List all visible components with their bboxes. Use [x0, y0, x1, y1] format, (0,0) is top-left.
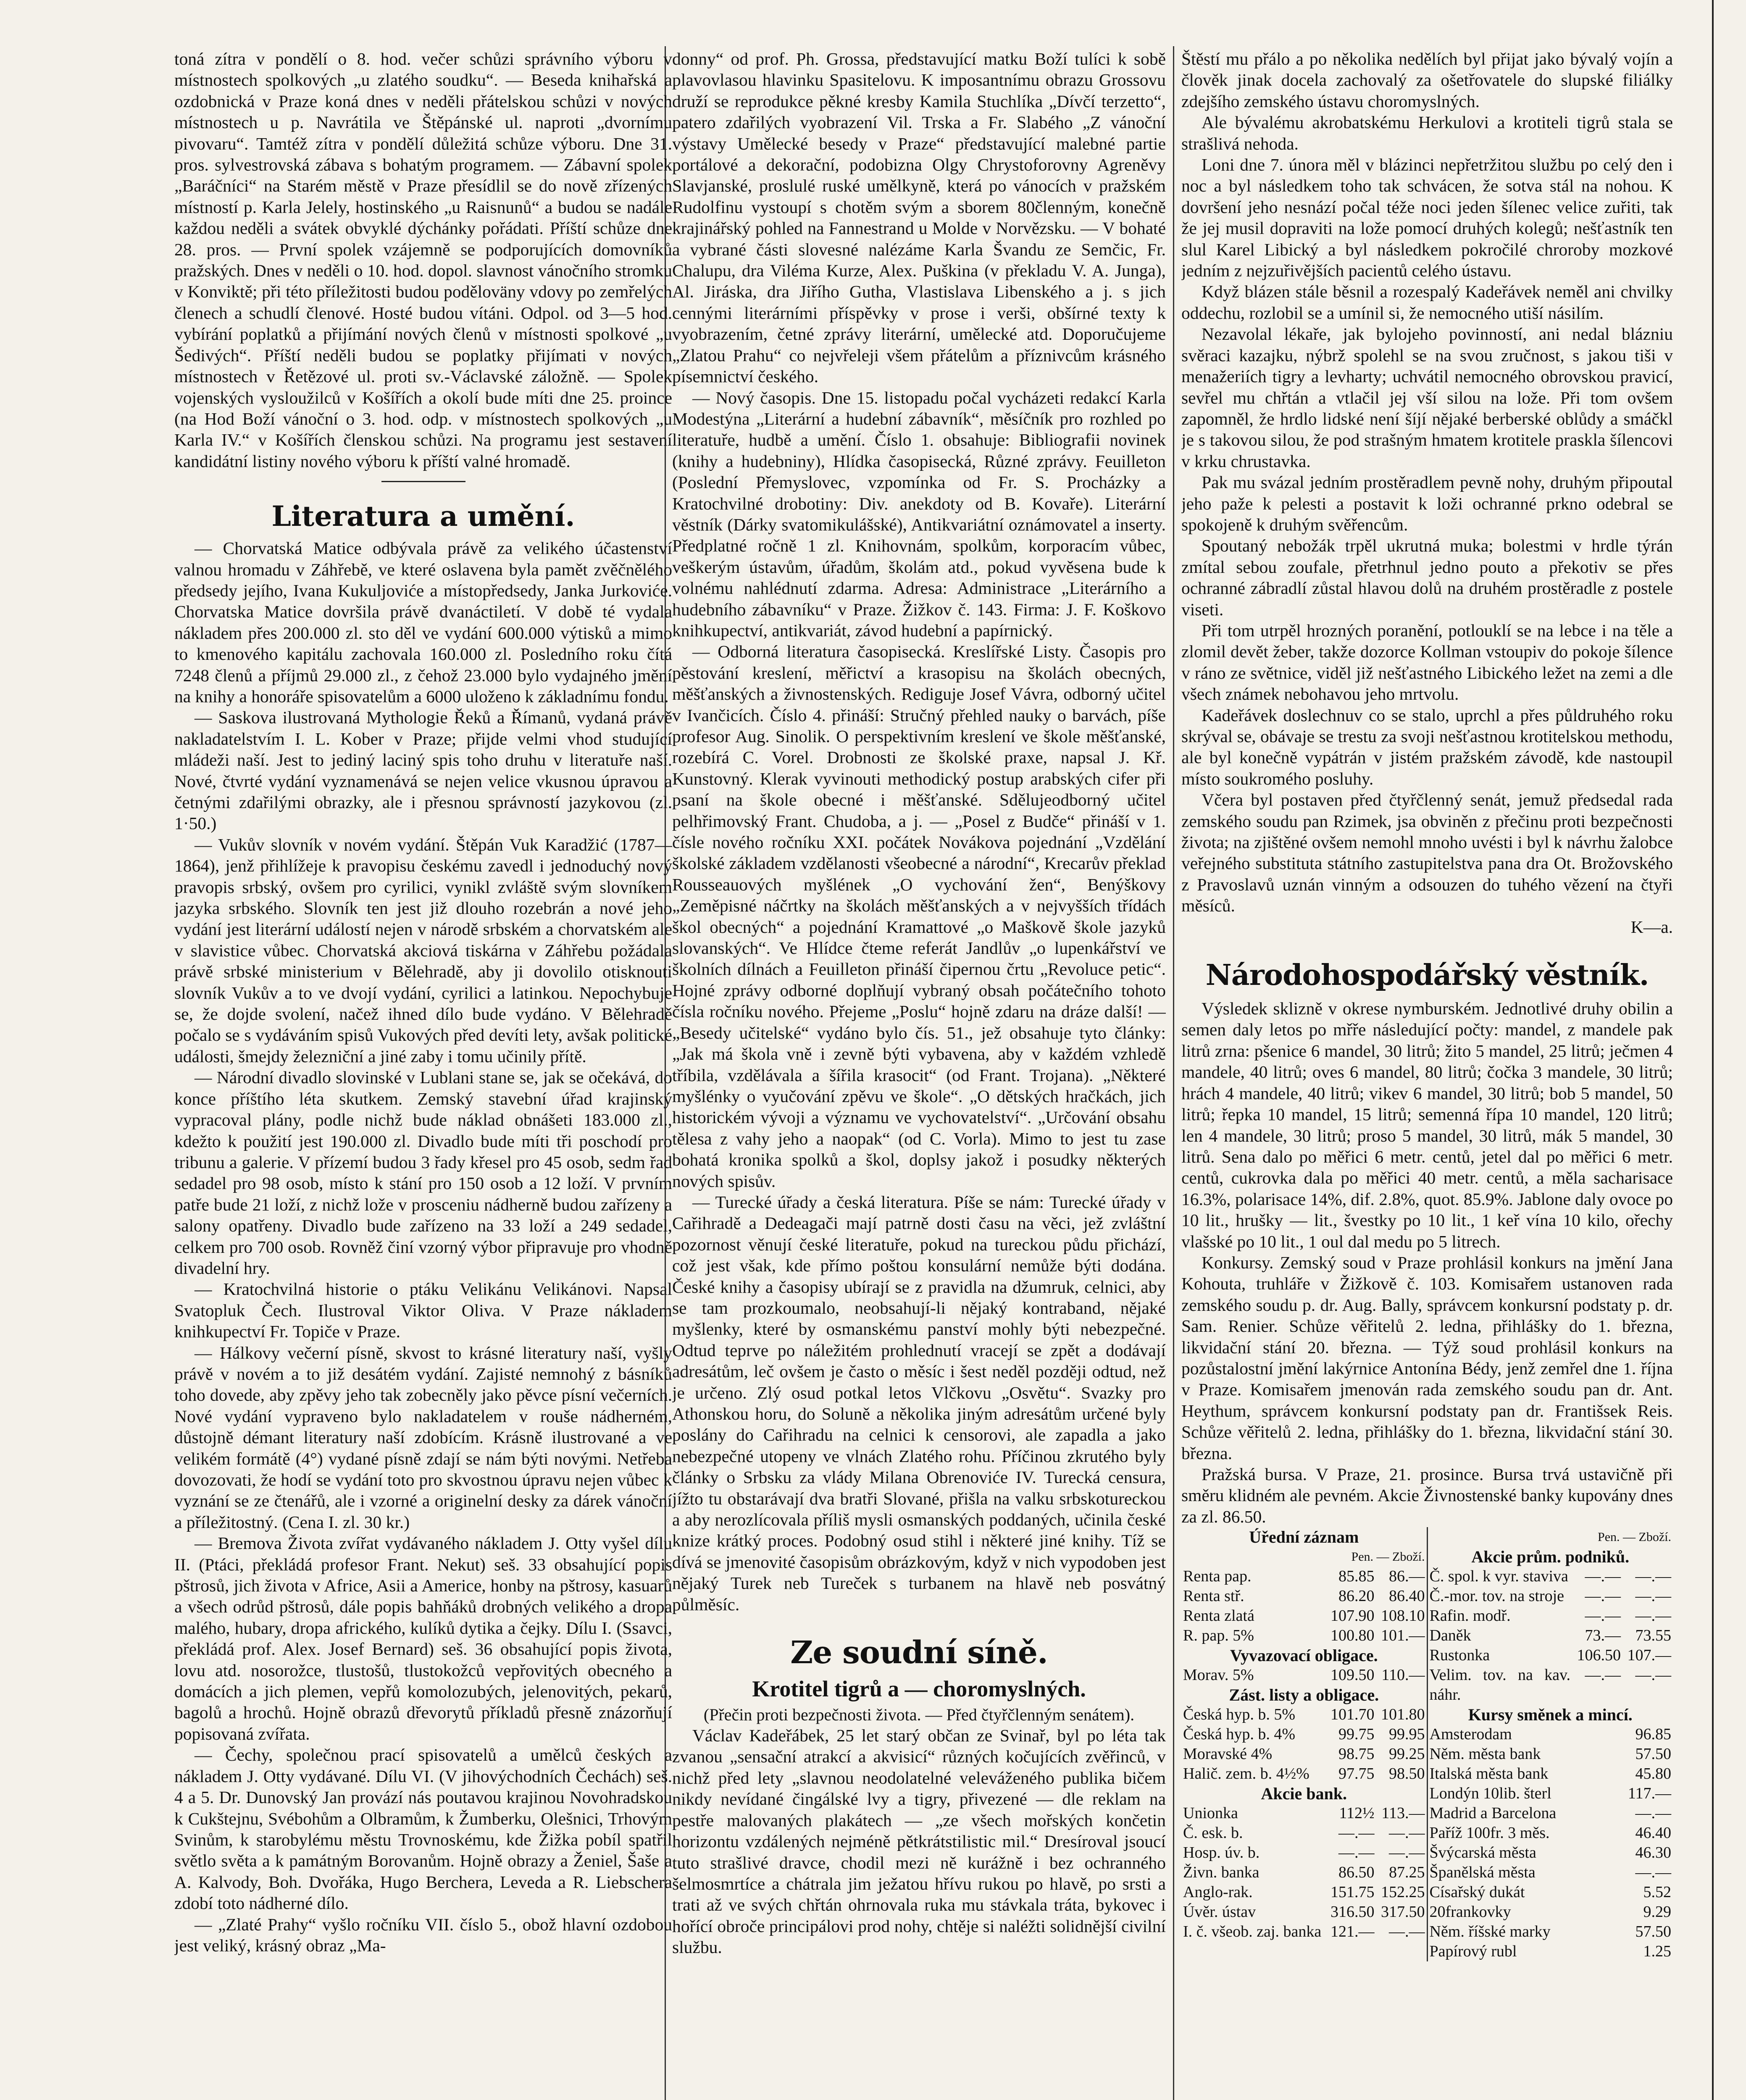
row-value: 121.—: [1331, 1923, 1375, 1941]
short-rule: [381, 481, 465, 482]
article-paragraph: Štěstí mu přálo a po několika nedělích byl přijat jako bývalý vojín a člověk jinak docela zachovalý za ošetřovatele do slupské filiálky zdejšího zemského ústavu choromyslných.: [1181, 49, 1673, 111]
table-row: [1430, 1922, 1672, 1942]
table-row: [1430, 1803, 1672, 1823]
article-paragraph: Ale bývalému akrobatskému Herkulovi a krotiteli tigrů stala se strašlivá nehoda.: [1181, 113, 1673, 153]
article-paragraph: — Národní divadlo slovinské v Lublani stane se, jak se očekává, do konce příštího léta skutkem. Zemský stavební úřad krajinský vypracoval plány, podle nichž bude náklad obnášeti 183.000 zl., kdežto k použití jest 190.000 zl. Divadlo bude míti tři poschodí pro tribunu a galerie. V přízemí budou 3 řady křesel pro 45 osob, sedm řad sedadel pro 98 osob, místo k stání pro 150 osob a 12 loží. V prvním patře bude 21 loží, z nichž lože v prosceniu nádherně budou zařízeny a salony opatřeny. Divadlo bude zařízeno na 33 loží a 249 sedadel, celkem pro 700 osob. Rovněž činí vzorný výbor připravuje pro vhodně divadelní hry.: [174, 1068, 672, 1278]
row-value: 45.80: [1635, 1765, 1671, 1783]
row-label: Londýn 10lib. šterl: [1429, 1785, 1551, 1803]
row-label: 20frankovky: [1429, 1903, 1511, 1921]
table-row: [1183, 1803, 1425, 1823]
table-row: [1430, 1823, 1672, 1843]
row-value: —.—: [1585, 1666, 1621, 1684]
article-paragraph: — Turecké úřady a česká literatura. Píše se nám: Turecké úřady v Cařihradě a Dedeagači mají patrně dosti času na věci, jež zvláštní pozornost věnují české literatuře, pokud na tureckou půdu přichází, což jest však, kde přímo poštou konsulární nemůže býti dodána. České knihy a časopisy ubírají se z pravidla na džumruk, celnici, aby se tam prozkoumalo, neobsahují-li nějaký kontraband, nějaké myšlenky, které by osmanskému panství mohly býti nebezpečné. Odtud teprve po náležitém prohlednutí vracejí se zpět a dodávají adresátům, leč ovšem je často o měsíc i šest neděl později odtud, než je určeno. Zlý osud potkal letos Vlčkovu „Osvětu“. Svazky pro Athonskou horu, do Soluně a několika jiným adresátům určené byly poslány do Cařihradu na celnici k censorovi, ale zapadla a jako nebezpečné utopeny ve vlnách Zlatého rohu. Příčinou zkrutého byly články o Srbsku za vlády Milana Obrenoviće IV. Turecká censura, jížto tu obstarávají dva bratři Slované, přišla na valku srbskotureckou a aby nerozlícovala příliš mysli osmanských poddaných, učinila české knize krátký proces. Podobný osud stihl i některé jiné knihy. Tíž se dívá se jmenovité časopisům obrázkovým, když v nich vypodoben jest nějaký Turek neb Tureček s turbanem na hlavě neb posvátný půlměsíc.: [672, 1192, 1166, 1614]
row-value: 86.—: [1389, 1567, 1425, 1586]
row-value: 96.85: [1635, 1725, 1671, 1743]
article-paragraph: — Vukův slovník v novém vydání. Štěpán Vuk Karadžić (1787—1864), jenž přihlížeje k pravopisu českému zavedl i jednoduchý nový pravopis srbský, ovšem pro cyrilici, vynikl zvláště svým slovníkem jazyka srbského. Slovník ten jest již dlouho rozebrán a nové jeho vydání jest literární událostí nejen v národě srbském a chorvatském ale v slavistice vůbec. Chorvatská akciová tiskárna v Záhřebu požádala právě srbské ministerium v Bělehradě, aby ji dovolilo otisknouti slovník Vukův a to ve dvojí vydání, cyrilici a latinkou. Nepochybuje se, že dojde svolení, načež ihned dílo bude vydáno. V Bělehradě počalo se s vydáváním spisů Vukových před devíti lety, avšak politické události, šmejdy železniční a jiné zaby i tomu učinily přítě.: [174, 835, 672, 1066]
article-paragraph: — Čechy, společnou prací spisovatelů a umělců českých a nákladem J. Otty vydávané. Dílu VI. (V jihovýchodních Čechách) seš. 4 a 5. Dr. Dunovský Jan provází nás poutavou krajinou Novohradskou k Cukštejnu, Svébohům a Olbramům, k Žumberku, Olešnici, Trhovým Svinům, k starobylému městu Trovnoskému, kde Žižka pobíl spatřil světlo světa a k památným Borovanům. Hojně obrazy a Ženiel, Šaše a A. Kalvody, Boh. Dvořáka, Hugo Berchera, Leveda a R. Liebschera zdobí toto nádherné dílo.: [174, 1745, 672, 1913]
row-label: Císařský dukát: [1429, 1883, 1525, 1901]
table-row: [1183, 1586, 1425, 1606]
row-value: 100.80: [1331, 1627, 1375, 1645]
row-value: 57.50: [1635, 1923, 1671, 1941]
row-label: Něm. města bank: [1429, 1745, 1541, 1763]
row-value: —.—: [1389, 1923, 1425, 1941]
article-paragraph: Kadeřávek doslechnuv co se stalo, uprchl a přes půldruhého roku skrýval se, obávaje se trestu za svoji nešťastnou krotitelskou methodu, ale byl konečně vypátrán v jistém pražském závodě, kde nastoupil místo soukromého posluhy.: [1181, 705, 1673, 788]
table-row: [1183, 1665, 1425, 1685]
article-paragraph: — Chorvatská Matice odbývala právě za velikého účastenství valnou hromadu v Záhřebě, ve které oslavena byla pamět zvěčnělého předsedy jejího, Ivana Kukuljoviće a místopředsedy, Janka Jurkoviće. Chorvatska Matice dovršila právě dvanáctiletí. V době té vydala nákladem přes 200.000 zl. sto děl ve vydání 600.000 výtisků a mimo to kmenového kapitálu zachovala 160.000 zl. Posledního roku čítá 7248 členů a příjmů 29.000 zl., z čehož 23.000 bylo vydajného jmění na knihy a honoráře spisovatelům a 6000 uloženo k základnímu fondu.: [174, 538, 672, 706]
table-row: [1430, 1744, 1672, 1764]
row-value: 46.30: [1635, 1844, 1671, 1862]
row-label: Česká hyp. b. 4%: [1183, 1725, 1296, 1743]
row-value: 107.90: [1331, 1607, 1375, 1625]
row-value: 99.95: [1389, 1725, 1425, 1743]
row-value: —.—: [1635, 1567, 1671, 1586]
row-label: Něm. říšské marky: [1429, 1923, 1551, 1941]
table-row: [1430, 1725, 1672, 1744]
row-label: Č. spol. k vyr. staviva: [1429, 1567, 1568, 1586]
column-heading: Pen. — Zboží.: [1598, 1530, 1671, 1544]
article-paragraph: — Odborná literatura časopisecká. Kreslířské Listy. Časopis pro pěstování kreslení, měřictví a krasopisu na školách obecných, měšťanských a živnostenských. Rediguje Josef Vávra, odborný učitel v Ivančicích. Číslo 4. přináší: Stručný přehled nauky o barvách, píše profesor Aug. Sinolik. O perspektivním kreslení ve škole měšťanské, rozebírá C. Vorel. Drobnosti ze školské praxe, napsal J. Kř. Kunstovný. Klerak vyvinouti methodický postup arabských cifer při psaní na škole obecné i měšťanské. Sdělujeodborný učitel pelhřimovský Frant. Chudoba, a j. — „Posel z Budče“ přináší v 1. čísle nového ročníku XXI. počátek Novákova pojednání „Vzdělání školské základem vzdělanosti všeobecné a národní“, Krecarův překlad Rousseauových myšlének „O vychování žen“, Benýškovy „Zeměpisné náčrtky na školách měšťanských a v nejvyšších třídách škol obecných“ a pojednání Kramattové „o Maškově škole jazyků slovanských“. Ve Hlídce čteme referát Jandlův „o lupenkářství ve školních dílnách a Feuilleton přináší čipernou črtu „Revoluce petic“. Hojné zprávy odborné doplňují vybraný obsah počátečního tohoto čísla ročníku nového. Přejeme „Poslu“ hojně zdaru na dráze další! — „Besedy učitelské“ vydáno bylo čís. 51., jež obsahuje tyto články: „Jak má škola vně i zevně býti vybavena, aby v každém vzhledě tříbila, vzdělávala a šířila krasocit“ (od Frant. Trojana). „Některé myšlénky o vyučování zpěvu ve škole“. „O dětských hračkách, jich historickém vývoji a významu ve vychovatelství“. „Určování obsahu tělesa z vahy jeho a naopak“ (od C. Vorla). Mimo to jest tu zase bohatá kronika spolků a škol, doplsy jakož i posudky některých nových spisův.: [672, 642, 1166, 1191]
table-row: [1183, 1705, 1425, 1725]
row-label: Daněk: [1429, 1627, 1471, 1645]
row-value: 110.—: [1381, 1666, 1425, 1684]
row-value: —.—: [1338, 1824, 1375, 1842]
column-1: [174, 48, 672, 2100]
row-value: 99.25: [1389, 1745, 1425, 1763]
author-signature: K—a.: [1630, 917, 1673, 937]
table-row: [1183, 1606, 1425, 1626]
row-value: 86.50: [1338, 1864, 1375, 1882]
row-value: 108.10: [1381, 1607, 1425, 1625]
row-value: 113.—: [1381, 1804, 1425, 1822]
row-label: Italská města bank: [1429, 1765, 1549, 1783]
row-value: —.—: [1338, 1844, 1375, 1862]
row-label: Č. esk. b.: [1183, 1824, 1243, 1842]
section-title-literature: Literatura a umění.: [271, 500, 575, 533]
row-label: Paříž 100fr. 3 měs.: [1429, 1824, 1550, 1842]
row-value: 101.70: [1331, 1706, 1375, 1724]
article-paragraph: Loni dne 7. února měl v blázinci nepřetržitou službu po celý den i noc a byl následkem toho tak schvácen, že sotva stál na nohou. K dovršení jeho nesnází počal téže noci jeden šílenec velice zuřiti, tak že jej musil dopraviti na lože pomocí druhých kolegů; nešťastník ten slul Karel Libický a byl následkem pokročilé chroroby mozkové jedním z nejzuřivějších pacientů celého ústavu.: [1181, 155, 1673, 281]
row-value: 97.75: [1338, 1765, 1375, 1783]
row-label: Švýcarská města: [1429, 1844, 1536, 1862]
row-value: 317.50: [1381, 1903, 1425, 1921]
row-value: 73.—: [1585, 1627, 1621, 1645]
row-value: —.—: [1389, 1824, 1425, 1842]
row-value: —.—: [1635, 1607, 1671, 1625]
table-row: [1183, 1882, 1425, 1902]
page-edge: [1712, 0, 1714, 2100]
table-heading: Zást. listy a obligace.: [1229, 1685, 1379, 1705]
row-label: Papírový rubl: [1429, 1942, 1517, 1961]
section-title-economy: Národohospodářský věstník.: [1205, 958, 1649, 992]
table-row: [1430, 1863, 1672, 1882]
column-3: [1181, 48, 1673, 2100]
row-label: Česká hyp. b. 5%: [1183, 1706, 1296, 1724]
row-value: —.—: [1635, 1666, 1671, 1684]
row-value: 99.75: [1338, 1725, 1375, 1743]
table-row: [1430, 1606, 1672, 1626]
row-value: —.—: [1635, 1864, 1671, 1882]
row-value: 117.—: [1628, 1785, 1671, 1803]
row-label: Morav. 5%: [1183, 1666, 1254, 1684]
row-value: 9.29: [1643, 1903, 1671, 1921]
table-row: [1183, 1823, 1425, 1843]
table-row: [1183, 1843, 1425, 1863]
article-paragraph: — Hálkovy večerní písně, skvost to krásné literatury naší, vyšly právě v novém a to již desátém vydání. Zajisté nemnohý z básníků toho dovede, aby zpěvy jeho tak zobecněly jako pěvce písní večerních. Nové vydání vypraveno bylo nakladatelem v rouše nádherném, důstojně démant literatury naší zdobícím. Krásně ilustrované a ve velikém formátě (4°) vydané písně zdají se nám býti novými. Netřeba dovozovati, že hodí se vydání toto pro skvostnou úpravu nejen vůbec k vyznání se ze čtenářů, ale i vzorné a originelní desky za dárek vánoční a příležitostný. (Cena I. zl. 30 kr.): [174, 1343, 672, 1532]
row-label: Renta zlatá: [1183, 1607, 1254, 1625]
row-value: 316.50: [1331, 1903, 1375, 1921]
row-group: [1183, 1567, 1425, 1646]
article-paragraph: Spoutaný nebožák trpěl ukrutná muka; bolestmi v hrdle týrán zmítal sebou zoufale, přetrhnul jedno pouto a překotiv se přes ochranné zábradlí zůstal hlavou dolů na druhém prostěradle z postele viseti.: [1181, 536, 1673, 619]
row-value: 86.40: [1389, 1587, 1425, 1605]
row-group: [1183, 1803, 1425, 1942]
row-label: Renta stř.: [1183, 1587, 1244, 1605]
court-subheading: Krotitel tigrů a — choromyslných.: [752, 1676, 1086, 1702]
row-value: —.—: [1585, 1607, 1621, 1625]
section-title-court: Ze soudní síně.: [790, 1635, 1048, 1671]
club-news: toná zítra v pondělí o 8. hod. večer schůzi správního výboru v místnostech spolkových „u zlatého soudku“. — Beseda knihařská a ozdobnická v Praze koná dnes v neděli přátelskou schůzi v nových místnostech u p. Navrátila ve Štěpánské ul. naproti „dvornímu pivovaru“. Tamtéž zítra v pondělí důležitá schůze výboru. Dne 31. pros. sylvestrovská zábava s bohatým programem. — Zábavní spolek „Baráčníci“ na Starém městě v Praze přesídlil se do nově zřízených místností p. Karla Jelely, hostinského „u Raisnunů“ a budou se nadále každou neděli a svátek obvyklé dýchánky pořádati. Příští schůze dne 28. pros. — První spolek vzájemně se podporujících domovníků pražských. Dnes v neděli o 10. hod. dopol. slavnost vánočního stromku v Konviktě; při této příležitosti budou poděloväny vdovy po zemřelých členech a schudlí členové. Hosté budou vítáni. Odpol. od 3—5 hod. vybírání poplatků a přijímání nových členů v místnosti spolkové „u Šedivých“. Příští neděli budou se poplatky přijímati v nových místnostech v Řetězové ul. proti sv.-Václavské záložně. — Spolek vojenských vysloužilců v Košířích a okolí bude míti dne 25. proince (na Hod Boží vánoční o 3. hod. odp. v místnostech spolkových „u Karla IV.“ v Košířích členskou schůzi. Na programu jest sestavení kandidátní listiny nového výboru k příští valné hromadě.: [174, 49, 672, 471]
article-paragraph: donny“ od prof. Ph. Grossa, představující matku Boží tulíci k sobě plavovlasou hlavinku Spasitelovu. K imposantnímu obrazu Grossovu druží se reprodukce pěkné kresby Kamila Stuchlíka „Dívčí terzetto“, patero zdařilých vyobrazení Vil. Trska a Fr. Slabého „Z vánoční výstavy Umělecké besedy v Praze“ představující malebné partie portálové a dekorační, podobizna Olgy Chrystoforovny Agreněvy Slavjanské, proslulé ruské umělkyně, která po vánocích v pražském Rudolfinu vystoupí s chotěm svým a sborem 80členným, konečně krajinářský pohled na Fannestrand u Molde v Norvězsku. — V bohaté a vybrané části slovesné nalézáme Karla Švandu ze Semčic, Fr. Chalupu, dra Viléma Kurze, Alex. Puškina (v překladu V. A. Junga), Al. Jiráska, dra Jiřího Gutha, Vlastislava Libenského a j. s jich cennými literárními příspěvky v prose i verši, obšírné texty k vyobrazením, četné zprávy literární, umělecké atd. Doporučujeme „Zlatou Prahu“ co nejvřeleji všem přátelům a příznivcům krásného písemnictví českého.: [672, 49, 1166, 386]
row-value: 57.50: [1635, 1745, 1671, 1763]
table-heading: Akcie bank.: [1261, 1784, 1347, 1803]
row-label: Rafin. modř.: [1429, 1607, 1511, 1625]
table-heading: Akcie prům. podniků.: [1471, 1547, 1630, 1567]
row-label: Č.-mor. tov. na stroje: [1429, 1587, 1564, 1605]
table-row: [1430, 1882, 1672, 1902]
table-row: [1183, 1863, 1425, 1882]
article-paragraph: Při tom utrpěl hrozných poranění, potlouklí se na lebce i na těle a zlomil devět žeber, takže dozorce Kollman vstoupiv do pokoje šílence v ráno ze světnice, viděl již nešťastného Libického ležet na zemi a dle všech známek nebohavou jeho mrtvolu.: [1181, 620, 1673, 704]
row-label: Renta pap.: [1183, 1567, 1252, 1586]
row-value: —.—: [1635, 1587, 1671, 1605]
article-paragraph: Výsledek sklizně v okrese nymburském. Jednotlivé druhy obilin a semen daly letos po mřře následující počty: mandel, z mandele pak litrů zrna: pšenice 6 mandel, 30 litrů; žito 5 mandel, 25 litrů; ječmen 4 mandele, 40 litrů; oves 6 mandel, 80 litrů; čočka 3 mandele, 30 litrů; hrách 4 mandele, 40 litrů; vikev 6 mandel, 30 litrů; bob 5 mandel, 50 litrů; řepka 10 mandel, 15 litrů; semenná řípa 10 mandel, 120 litrů; len 4 mandele, 30 litrů; proso 5 mandel, 30 litrů, mák 5 mandel, 30 litrů. Sena dalo po měřici 6 metr. centů, jetel dal po měřici 6 metr. centů, cukrovka dala po měřici 40 metr. centů, a měla sacharisace 16.3%, polarisace 14%, dif. 2.8%, quot. 85.9%. Jablone daly ovoce po 10 lit., hrušky — lit., švestky po 10 lit., 1 keř vína 10 kilo, ořechy vlašské po 10 lit., 1 oul dal medu po 5 litrech.: [1181, 999, 1673, 1251]
row-value: 86.20: [1338, 1587, 1375, 1605]
row-value: 107.—: [1627, 1646, 1671, 1664]
row-group: [1183, 1665, 1425, 1685]
table-row: [1430, 1942, 1672, 1961]
row-label: Moravské 4%: [1183, 1745, 1273, 1763]
table-row: [1430, 1665, 1672, 1705]
row-label: R. pap. 5%: [1183, 1627, 1254, 1645]
row-value: 98.75: [1338, 1745, 1375, 1763]
row-label: Unionka: [1183, 1804, 1238, 1822]
table-row: [1183, 1725, 1425, 1744]
column-divider: [1173, 46, 1174, 2100]
article-paragraph: Když blázen stále běsnil a rozespalý Kadeřávek neměl ani chvilky oddechu, rozlobil se a umínil si, že nemocného utiší násilím.: [1181, 282, 1673, 323]
row-label: Halič. zem. b. 4½%: [1183, 1765, 1310, 1783]
table-row: [1183, 1567, 1425, 1586]
row-group: [1430, 1725, 1672, 1961]
article-paragraph: — Nový časopis. Dne 15. listopadu počal vycházeti redakcí Karla Modestýna „Literární a hudební zábavník“, měsíčník pro rozhled po literatuře, hudbě a umění. Číslo 1. obsahuje: Bibliografii novinek (knihy a hudebniny), Hlídka časopisecká, Různé zprávy. Feuilleton (Poslední Přemyslovec, vzpomínka od Fr. S. Procházky a Kratochvilné drobotiny: Div. anekdoty od B. Kovaře). Literární věstník (Dárky svatomikulášské), Antikvariátní oznámovatel a inserty. Předplatné ročně 1 zl. Knihovnám, spolkům, korporacím vůbec, veškerým ústavům, úřadům, školám atd., pokud vyvěsena bude k volnému nahlédnutí zdarma. Adresa: Administrace „Literárního a hudebního zábavníku“ v Praze. Žižkov č. 143. Firma: J. F. Koškovo knihkupectví, antikvariát, závod hudební a papírnický.: [672, 388, 1166, 640]
court-note: (Přečin proti bezpečnosti života. — Před čtyřčlenným senátem).: [703, 1705, 1135, 1725]
article-paragraph: — „Zlaté Prahy“ vyšlo ročníku VII. číslo 5., obož hlavní ozdobou jest veliký, krásný obraz „Ma-: [174, 1914, 672, 1955]
row-value: 46.40: [1635, 1824, 1671, 1842]
row-value: 73.55: [1635, 1627, 1671, 1645]
row-value: 101.—: [1381, 1627, 1425, 1645]
row-value: —.—: [1635, 1804, 1671, 1822]
stock-exchange-table: [1181, 1527, 1673, 1961]
table-row: [1430, 1764, 1672, 1784]
article-paragraph: — Kratochvilná historie o ptáku Velikánu Velikánovi. Napsal Svatopluk Čech. Ilustroval Viktor Oliva. V Praze nákladem knihkupectví Fr. Topiče v Praze.: [174, 1279, 672, 1341]
row-group: [1430, 1567, 1672, 1705]
row-value: —.—: [1585, 1567, 1621, 1586]
table-row: [1183, 1626, 1425, 1646]
row-label: Španělská města: [1429, 1864, 1536, 1882]
column-2: [672, 48, 1166, 2100]
row-value: 98.50: [1389, 1765, 1425, 1783]
table-row: [1430, 1567, 1672, 1586]
row-group: [1183, 1705, 1425, 1784]
row-label: Anglo-rak.: [1183, 1883, 1253, 1901]
article-paragraph: Konkursy. Zemský soud v Praze prohlásil konkurs na jmění Jana Kohouta, truhláře v Žižkově č. 103. Komisařem ustanoven rada zemského soudu p. dr. Aug. Bally, správcem konkursní podstaty p. dr. Sam. Renier. Schůze věřitelů 2. ledna, přihlášky do 1. března, likvidační stání 20. března. — Týž soud prohlásil konkurs na pozůstalostní jmění lakýrnice Antonína Bédy, jenž zemřel dne 1. října v Praze. Komisařem jmenován rada zemského soudu pan dr. Ant. Heythum, správcem konkursní podstaty pan dr. Františsek Reis. Schůze věřitelů 2. ledna, přihlášky do 1. března, likvidační stání 30. března.: [1181, 1252, 1673, 1463]
column-heading: Pen. — Zboží.: [1351, 1550, 1425, 1564]
table-row: [1430, 1784, 1672, 1803]
table-heading: Kursy směnek a mincí.: [1468, 1705, 1633, 1725]
row-value: 101.80: [1381, 1706, 1425, 1724]
row-value: 109.50: [1331, 1666, 1375, 1684]
row-value: 151.75: [1331, 1883, 1375, 1901]
table-row: [1183, 1902, 1425, 1922]
table-row: [1183, 1922, 1425, 1942]
table-row: [1430, 1646, 1672, 1665]
row-label: Rustonka: [1429, 1646, 1490, 1664]
table-row: [1430, 1902, 1672, 1922]
row-value: —.—: [1389, 1844, 1425, 1862]
table-heading: Úřední záznam: [1249, 1528, 1359, 1547]
table-row: [1430, 1843, 1672, 1863]
row-label: Hosp. úv. b.: [1183, 1844, 1260, 1862]
row-value: 5.52: [1643, 1883, 1671, 1901]
table-row: [1183, 1744, 1425, 1764]
row-label: Amsterodam: [1429, 1725, 1512, 1743]
row-value: 1.25: [1643, 1942, 1671, 1961]
article-paragraph: Nezavolal lékaře, jak bylojeho povinností, ani nedal blázniu svěraci kazajku, nýbrž spolehl se na svou zručnost, s jakou tiši v menažeriích tigry a levharty; uchvátil nemocného obrovskou pravicí, sevřel mu chřtán a vtlačil jej vší silou na lože. Při tom ovšem zapomněl, že hrdlo lidské není šíjí nějaké berberské oblůdy a smáčkl je s takovou silou, že pod strašným hmatem krotitele praskla šílencovi v krku chrustavka.: [1181, 324, 1673, 471]
row-label: Madrid a Barcelona: [1429, 1804, 1557, 1822]
row-value: 112½: [1339, 1804, 1375, 1822]
article-paragraph: — Bremova Života zvířat vydávaného nákladem J. Otty vyšel dílu II. (Ptáci, překládá profesor Frant. Nekut) seš. 33 obsahující popis pštrosů, jich života v Africe, Asii a Americe, honby na pštrosy, kasuarů a všech odrůd pštrosů, dále popis bahňáků drobných velikého a dropa malého, hubary, dropa afrického, kulíků dytika a čejky. Dílu I. (Ssavci, překládá prof. Alex. Josef Bernard) seš. 36 obsahující popis života, lovu atd. nosorožce, tlustošů, tlustokožců vepřovitých obecného a domácích a jich plemen, vepřů komolozubých, jelenovitých, pekarů, bagolů a hrochů. Hojně obrazů dřevorytů příkladů přesně znázorňují popisovaná zvířata.: [174, 1533, 672, 1743]
table-row: [1430, 1586, 1672, 1606]
row-label: Živn. banka: [1183, 1864, 1260, 1882]
row-value: —.—: [1585, 1587, 1621, 1605]
article-paragraph: Včera byl postaven před čtyřčlenný senát, jemuž předsedal rada zemského soudu pan Rzimek, jsa obviněn z přečinu proti bezpečnosti života; na zjištěné ovšem nemohl mnoho uvésti i byl k návrhu žalobce veřejného substituta státního zastupitelstva pana dra Ot. Brožovského z Pravoslavů uznán vinným a odsouzen do tuhého vězení na čtyři měsíců.: [1181, 790, 1673, 916]
row-value: 85.85: [1338, 1567, 1375, 1586]
article-paragraph: Pražská bursa. V Praze, 21. prosince. Bursa trvá ustavičně při směru klidném ale pevném. Akcie Živnostenské banky kupovány dnes za zl. 86.50.: [1181, 1465, 1673, 1526]
article-paragraph: Pak mu svázal jedním prostěradlem pevně nohy, druhým připoutal jeho paže k pelesti a postavit k loži ochranné prkno odebral se spokojeně k druhým svěřencům.: [1181, 472, 1673, 534]
row-label: Úvěr. ústav: [1183, 1903, 1256, 1921]
table-row: [1430, 1626, 1672, 1646]
row-value: 152.25: [1381, 1883, 1425, 1901]
table-row: [1183, 1764, 1425, 1784]
row-label: Velim. tov. na kav. náhr.: [1429, 1666, 1570, 1704]
article-paragraph: Václav Kadeřábek, 25 let starý občan ze Svinař, byl po léta tak zvanou „sensační atrakcí a akvisicí“ různých kočujících zvěřinců, v nichž před lety „slavnou neodolatelné veleváženého publika bičem nikdy nevídané čingálské lvy a tigry, přivezené — dle reklam na pestře malovaných plakátech — „ze všech mořských končetin horizontu vzdálených nejméně pětkrátstilistic mil.“ Dresíroval jsoucí tuto strašlivé dravce, chodil mezi ně kurážně i bez ochranného šelmosmrtíce a chátrala jim ježatou hřívu rukou po hlavě, po srsti a trati až ve svých chřtán ohrnovala ruka mu stávkala tráta, bykovec i hořící obroče principálovi prod nohy, chtěje si naléžti solidnější civilní službu.: [672, 1726, 1166, 1957]
row-value: 87.25: [1389, 1864, 1425, 1882]
row-value: 106.50: [1577, 1646, 1621, 1664]
article-paragraph: — Saskova ilustrovaná Mythologie Řeků a Římanů, vydaná právě nakladatelstvím I. L. Kober v Praze; přijde velmi vhod studující mládeži naší. Jest to jediný laciný spis toho druhu v literatuře naší. Nové, čtvrté vydání vyznamenává se nejen velice vkusnou úpravou a četnými zdařilými obrazky, ale i přesnou správností jazykovou (zl. 1·50.): [174, 708, 672, 833]
row-label: I. č. všeob. zaj. banka: [1183, 1923, 1322, 1941]
table-heading: Vyvazovací obligace.: [1230, 1646, 1378, 1665]
